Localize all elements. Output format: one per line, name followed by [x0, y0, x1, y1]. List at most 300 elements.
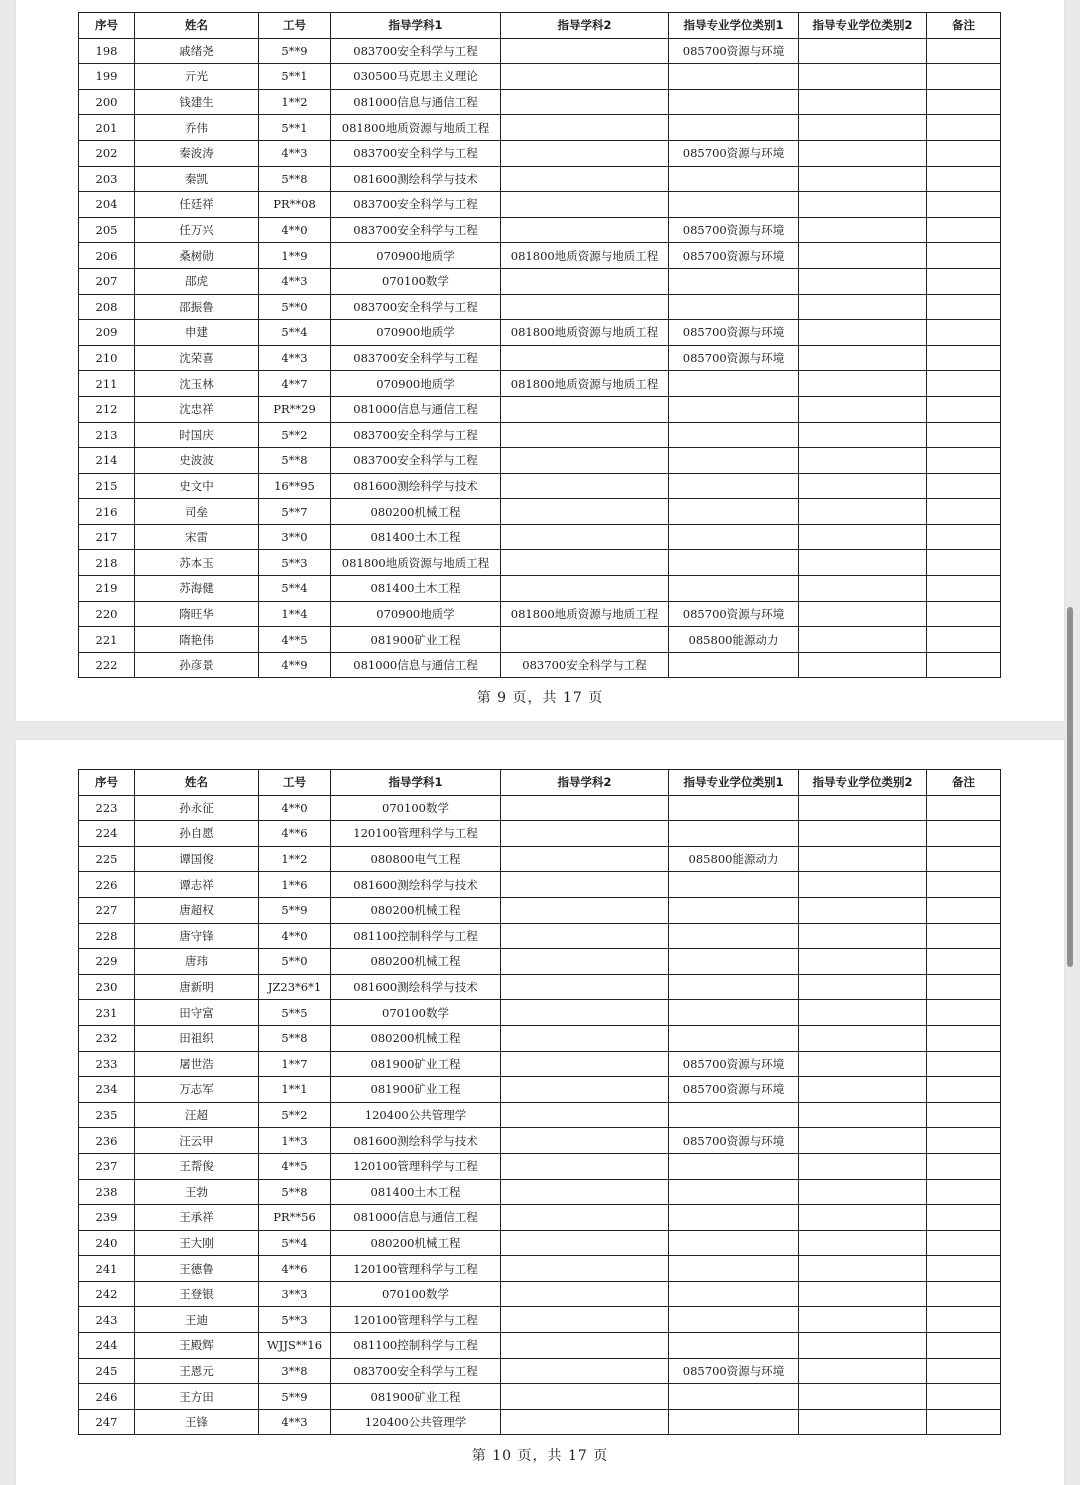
degree-category1-cell [669, 872, 799, 898]
table-row [79, 923, 1001, 949]
discipline1-cell: 070900地质学 [331, 320, 501, 346]
discipline2-cell [501, 1051, 669, 1077]
table-row [79, 974, 1001, 1000]
name-cell: 唐玮 [135, 949, 259, 975]
discipline2-cell [501, 217, 669, 243]
degree-category1-cell: 085700资源与环境 [669, 140, 799, 166]
header-discipline1: 指导学科1 [331, 770, 501, 796]
discipline1-cell: 080200机械工程 [331, 1230, 501, 1256]
remarks-cell [927, 268, 1001, 294]
discipline2-cell [501, 1179, 669, 1205]
degree-category2-cell [799, 64, 927, 90]
remarks-cell [927, 1077, 1001, 1103]
staff-id-cell: 4**6 [259, 1256, 331, 1282]
discipline1-cell: 030500马克思主义理论 [331, 64, 501, 90]
discipline2-cell [501, 294, 669, 320]
index-cell: 218 [79, 550, 135, 576]
staff-id-cell: 5**8 [259, 448, 331, 474]
degree-category2-cell [799, 524, 927, 550]
degree-category2-cell [799, 872, 927, 898]
table-row [79, 38, 1001, 64]
discipline1-cell: 081400土木工程 [331, 524, 501, 550]
discipline1-cell: 080200机械工程 [331, 499, 501, 525]
discipline1-cell: 083700安全科学与工程 [331, 192, 501, 218]
discipline2-cell [501, 1128, 669, 1154]
degree-category2-cell [799, 1281, 927, 1307]
degree-category1-cell: 085700资源与环境 [669, 217, 799, 243]
index-cell: 219 [79, 576, 135, 602]
discipline2-cell [501, 1102, 669, 1128]
remarks-cell [927, 1358, 1001, 1384]
table-row [79, 1077, 1001, 1103]
discipline2-cell [501, 192, 669, 218]
table-row [79, 166, 1001, 192]
remarks-cell [927, 38, 1001, 64]
remarks-cell [927, 627, 1001, 653]
discipline2-cell [501, 473, 669, 499]
header-degree-category2: 指导专业学位类别2 [799, 770, 927, 796]
degree-category1-cell: 085700资源与环境 [669, 38, 799, 64]
staff-id-cell: 4**7 [259, 371, 331, 397]
staff-id-cell: 5**8 [259, 1025, 331, 1051]
staff-id-cell: 5**2 [259, 1102, 331, 1128]
index-cell: 247 [79, 1409, 135, 1435]
degree-category2-cell [799, 1256, 927, 1282]
discipline2-cell: 081800地质资源与地质工程 [501, 371, 669, 397]
degree-category1-cell [669, 192, 799, 218]
name-cell: 申建 [135, 320, 259, 346]
degree-category1-cell [669, 1333, 799, 1359]
index-cell: 237 [79, 1153, 135, 1179]
degree-category1-cell: 085700资源与环境 [669, 601, 799, 627]
degree-category2-cell [799, 627, 927, 653]
name-cell: 孙自愿 [135, 821, 259, 847]
degree-category1-cell [669, 1307, 799, 1333]
index-cell: 244 [79, 1333, 135, 1359]
staff-id-cell: 3**0 [259, 524, 331, 550]
name-cell: 桑树勋 [135, 243, 259, 269]
remarks-cell [927, 371, 1001, 397]
degree-category1-cell: 085700资源与环境 [669, 345, 799, 371]
index-cell: 202 [79, 140, 135, 166]
remarks-cell [927, 1128, 1001, 1154]
degree-category2-cell [799, 1384, 927, 1410]
table-row [79, 1256, 1001, 1282]
name-cell: 隋艳伟 [135, 627, 259, 653]
index-cell: 233 [79, 1051, 135, 1077]
remarks-cell [927, 1102, 1001, 1128]
name-cell: 汪云甲 [135, 1128, 259, 1154]
name-cell: 王殿辉 [135, 1333, 259, 1359]
degree-category1-cell [669, 473, 799, 499]
header-name: 姓名 [135, 13, 259, 39]
degree-category2-cell [799, 1230, 927, 1256]
degree-category1-cell [669, 115, 799, 141]
discipline2-cell [501, 1153, 669, 1179]
name-cell: 王恩元 [135, 1358, 259, 1384]
table-row [79, 897, 1001, 923]
degree-category1-cell [669, 1205, 799, 1231]
discipline1-cell: 080800电气工程 [331, 846, 501, 872]
degree-category2-cell [799, 217, 927, 243]
index-cell: 211 [79, 371, 135, 397]
discipline2-cell: 081800地质资源与地质工程 [501, 320, 669, 346]
table-row [79, 949, 1001, 975]
index-cell: 243 [79, 1307, 135, 1333]
staff-id-cell: 5**4 [259, 1230, 331, 1256]
remarks-cell [927, 821, 1001, 847]
remarks-cell [927, 499, 1001, 525]
degree-category1-cell: 085700资源与环境 [669, 243, 799, 269]
table-row [79, 1025, 1001, 1051]
name-cell: 司垒 [135, 499, 259, 525]
index-cell: 226 [79, 872, 135, 898]
degree-category1-cell [669, 371, 799, 397]
page-footer: 第 9 页，共 17 页 [476, 690, 604, 706]
degree-category2-cell [799, 320, 927, 346]
name-cell: 任万兴 [135, 217, 259, 243]
degree-category2-cell [799, 923, 927, 949]
document-page-10 [16, 740, 1064, 1485]
discipline1-cell: 083700安全科学与工程 [331, 140, 501, 166]
remarks-cell [927, 1333, 1001, 1359]
remarks-cell [927, 115, 1001, 141]
degree-category2-cell [799, 1102, 927, 1128]
name-cell: 钱建生 [135, 89, 259, 115]
remarks-cell [927, 524, 1001, 550]
index-cell: 236 [79, 1128, 135, 1154]
index-cell: 223 [79, 795, 135, 821]
header-degree-category1: 指导专业学位类别1 [669, 770, 799, 796]
header-discipline2: 指导学科2 [501, 770, 669, 796]
index-cell: 199 [79, 64, 135, 90]
degree-category2-cell [799, 140, 927, 166]
degree-category1-cell [669, 897, 799, 923]
degree-category2-cell [799, 652, 927, 678]
header-staff-id: 工号 [259, 770, 331, 796]
degree-category1-cell: 085800能源动力 [669, 846, 799, 872]
degree-category2-cell [799, 243, 927, 269]
discipline2-cell [501, 1358, 669, 1384]
index-cell: 232 [79, 1025, 135, 1051]
discipline2-cell [501, 524, 669, 550]
vertical-scrollbar[interactable] [1067, 607, 1073, 967]
table-row [79, 345, 1001, 371]
name-cell: 任廷祥 [135, 192, 259, 218]
index-cell: 240 [79, 1230, 135, 1256]
degree-category2-cell [799, 1179, 927, 1205]
degree-category1-cell: 085700资源与环境 [669, 1077, 799, 1103]
table-row [79, 89, 1001, 115]
degree-category1-cell [669, 1179, 799, 1205]
degree-category2-cell [799, 371, 927, 397]
table-row [79, 601, 1001, 627]
staff-id-cell: WJJS**16 [259, 1333, 331, 1359]
name-cell: 王登银 [135, 1281, 259, 1307]
degree-category2-cell [799, 576, 927, 602]
degree-category1-cell [669, 499, 799, 525]
name-cell: 王勃 [135, 1179, 259, 1205]
table-row [79, 1358, 1001, 1384]
staff-id-cell: 3**3 [259, 1281, 331, 1307]
index-cell: 231 [79, 1000, 135, 1026]
table-row [79, 1230, 1001, 1256]
discipline2-cell [501, 166, 669, 192]
discipline2-cell [501, 550, 669, 576]
index-cell: 246 [79, 1384, 135, 1410]
table-row [79, 115, 1001, 141]
discipline2-cell [501, 64, 669, 90]
staff-id-cell: PR**56 [259, 1205, 331, 1231]
degree-category1-cell [669, 422, 799, 448]
index-cell: 212 [79, 396, 135, 422]
discipline1-cell: 083700安全科学与工程 [331, 422, 501, 448]
remarks-cell [927, 448, 1001, 474]
table-row [79, 1409, 1001, 1435]
remarks-cell [927, 64, 1001, 90]
index-cell: 215 [79, 473, 135, 499]
table-row [79, 627, 1001, 653]
degree-category1-cell [669, 396, 799, 422]
staff-id-cell: 1**2 [259, 846, 331, 872]
index-cell: 201 [79, 115, 135, 141]
staff-id-cell: 5**1 [259, 64, 331, 90]
table-row [79, 1281, 1001, 1307]
degree-category2-cell [799, 268, 927, 294]
index-cell: 216 [79, 499, 135, 525]
remarks-cell [927, 1281, 1001, 1307]
table-row [79, 1333, 1001, 1359]
degree-category1-cell [669, 974, 799, 1000]
discipline1-cell: 120400公共管理学 [331, 1409, 501, 1435]
remarks-cell [927, 140, 1001, 166]
staff-id-cell: 1**2 [259, 89, 331, 115]
degree-category2-cell [799, 974, 927, 1000]
degree-category1-cell [669, 1409, 799, 1435]
staff-id-cell: 4**6 [259, 821, 331, 847]
degree-category1-cell: 085700资源与环境 [669, 1358, 799, 1384]
staff-id-cell: 1**3 [259, 1128, 331, 1154]
name-cell: 万志军 [135, 1077, 259, 1103]
name-cell: 田守富 [135, 1000, 259, 1026]
degree-category1-cell [669, 576, 799, 602]
staff-id-cell: 5**4 [259, 576, 331, 602]
discipline2-cell [501, 1000, 669, 1026]
discipline1-cell: 081600测绘科学与技术 [331, 473, 501, 499]
name-cell: 宋雷 [135, 524, 259, 550]
remarks-cell [927, 601, 1001, 627]
degree-category1-cell [669, 1102, 799, 1128]
staff-id-cell: 16**95 [259, 473, 331, 499]
staff-id-cell: 4**5 [259, 1153, 331, 1179]
degree-category1-cell [669, 949, 799, 975]
degree-category1-cell: 085800能源动力 [669, 627, 799, 653]
discipline2-cell [501, 795, 669, 821]
header-name: 姓名 [135, 770, 259, 796]
degree-category1-cell [669, 1025, 799, 1051]
degree-category2-cell [799, 294, 927, 320]
name-cell: 王德鲁 [135, 1256, 259, 1282]
degree-category1-cell [669, 524, 799, 550]
degree-category1-cell [669, 268, 799, 294]
degree-category2-cell [799, 473, 927, 499]
degree-category2-cell [799, 345, 927, 371]
discipline2-cell [501, 115, 669, 141]
table-row [79, 192, 1001, 218]
discipline1-cell: 081600测绘科学与技术 [331, 974, 501, 1000]
degree-category1-cell: 085700资源与环境 [669, 320, 799, 346]
staff-id-cell: 3**8 [259, 1358, 331, 1384]
degree-category2-cell [799, 1333, 927, 1359]
name-cell: 苏本玉 [135, 550, 259, 576]
degree-category2-cell [799, 1000, 927, 1026]
name-cell: 乔伟 [135, 115, 259, 141]
staff-id-cell: 5**8 [259, 1179, 331, 1205]
discipline1-cell: 083700安全科学与工程 [331, 38, 501, 64]
remarks-cell [927, 550, 1001, 576]
degree-category1-cell [669, 1281, 799, 1307]
discipline2-cell [501, 1281, 669, 1307]
discipline1-cell: 081000信息与通信工程 [331, 652, 501, 678]
degree-category2-cell [799, 550, 927, 576]
discipline1-cell: 083700安全科学与工程 [331, 448, 501, 474]
index-cell: 210 [79, 345, 135, 371]
header-remarks: 备注 [927, 13, 1001, 39]
remarks-cell [927, 294, 1001, 320]
discipline2-cell: 083700安全科学与工程 [501, 652, 669, 678]
discipline1-cell: 081800地质资源与地质工程 [331, 550, 501, 576]
staff-id-cell: 5**9 [259, 38, 331, 64]
index-cell: 227 [79, 897, 135, 923]
index-cell: 234 [79, 1077, 135, 1103]
discipline2-cell [501, 897, 669, 923]
discipline1-cell: 120100管理科学与工程 [331, 1153, 501, 1179]
discipline1-cell: 070900地质学 [331, 601, 501, 627]
discipline1-cell: 081900矿业工程 [331, 1384, 501, 1410]
discipline2-cell [501, 1205, 669, 1231]
discipline2-cell [501, 872, 669, 898]
remarks-cell [927, 897, 1001, 923]
degree-category1-cell [669, 166, 799, 192]
discipline1-cell: 080200机械工程 [331, 897, 501, 923]
remarks-cell [927, 1025, 1001, 1051]
name-cell: 王承祥 [135, 1205, 259, 1231]
name-cell: 亓光 [135, 64, 259, 90]
name-cell: 时国庆 [135, 422, 259, 448]
degree-category1-cell [669, 448, 799, 474]
name-cell: 苏海健 [135, 576, 259, 602]
degree-category2-cell [799, 192, 927, 218]
discipline2-cell [501, 627, 669, 653]
staff-id-cell: 5**3 [259, 550, 331, 576]
index-cell: 206 [79, 243, 135, 269]
remarks-cell [927, 345, 1001, 371]
remarks-cell [927, 1409, 1001, 1435]
degree-category1-cell [669, 89, 799, 115]
remarks-cell [927, 243, 1001, 269]
degree-category1-cell: 085700资源与环境 [669, 1051, 799, 1077]
name-cell: 秦波涛 [135, 140, 259, 166]
remarks-cell [927, 89, 1001, 115]
staff-id-cell: 4**0 [259, 923, 331, 949]
staff-id-cell: 4**3 [259, 345, 331, 371]
remarks-cell [927, 396, 1001, 422]
discipline2-cell [501, 396, 669, 422]
discipline1-cell: 120100管理科学与工程 [331, 1307, 501, 1333]
discipline2-cell [501, 1230, 669, 1256]
table-row [79, 1051, 1001, 1077]
discipline1-cell: 081400土木工程 [331, 1179, 501, 1205]
name-cell: 史文中 [135, 473, 259, 499]
table-row [79, 524, 1001, 550]
discipline1-cell: 080200机械工程 [331, 1025, 501, 1051]
index-cell: 245 [79, 1358, 135, 1384]
index-cell: 228 [79, 923, 135, 949]
remarks-cell [927, 166, 1001, 192]
index-cell: 230 [79, 974, 135, 1000]
degree-category2-cell [799, 1358, 927, 1384]
discipline1-cell: 120100管理科学与工程 [331, 1256, 501, 1282]
discipline2-cell [501, 949, 669, 975]
remarks-cell [927, 1179, 1001, 1205]
staff-id-cell: 5**0 [259, 294, 331, 320]
name-cell: 戚绪尧 [135, 38, 259, 64]
degree-category2-cell [799, 846, 927, 872]
table-row [79, 320, 1001, 346]
degree-category1-cell [669, 1230, 799, 1256]
header-index: 序号 [79, 13, 135, 39]
discipline2-cell [501, 923, 669, 949]
table-row [79, 1153, 1001, 1179]
degree-category1-cell [669, 64, 799, 90]
index-cell: 224 [79, 821, 135, 847]
advisor-table [78, 12, 1001, 678]
degree-category2-cell [799, 1025, 927, 1051]
table-row [79, 473, 1001, 499]
index-cell: 205 [79, 217, 135, 243]
discipline2-cell [501, 38, 669, 64]
header-degree-category2: 指导专业学位类别2 [799, 13, 927, 39]
discipline1-cell: 081000信息与通信工程 [331, 1205, 501, 1231]
discipline1-cell: 120400公共管理学 [331, 1102, 501, 1128]
staff-id-cell: 4**0 [259, 795, 331, 821]
table-row [79, 396, 1001, 422]
index-cell: 220 [79, 601, 135, 627]
table-row [79, 1000, 1001, 1026]
table-row [79, 821, 1001, 847]
discipline2-cell [501, 448, 669, 474]
degree-category2-cell [799, 897, 927, 923]
degree-category2-cell [799, 949, 927, 975]
discipline1-cell: 081900矿业工程 [331, 1077, 501, 1103]
staff-id-cell: 4**9 [259, 652, 331, 678]
staff-id-cell: 4**3 [259, 1409, 331, 1435]
table-row [79, 217, 1001, 243]
table-row [79, 576, 1001, 602]
index-cell: 203 [79, 166, 135, 192]
index-cell: 204 [79, 192, 135, 218]
header-discipline2: 指导学科2 [501, 13, 669, 39]
degree-category1-cell [669, 795, 799, 821]
advisor-table [78, 769, 1001, 1435]
name-cell: 王大刚 [135, 1230, 259, 1256]
degree-category2-cell [799, 1205, 927, 1231]
discipline1-cell: 081600测绘科学与技术 [331, 872, 501, 898]
index-cell: 222 [79, 652, 135, 678]
degree-category1-cell: 085700资源与环境 [669, 1128, 799, 1154]
table-row [79, 243, 1001, 269]
discipline1-cell: 081600测绘科学与技术 [331, 1128, 501, 1154]
